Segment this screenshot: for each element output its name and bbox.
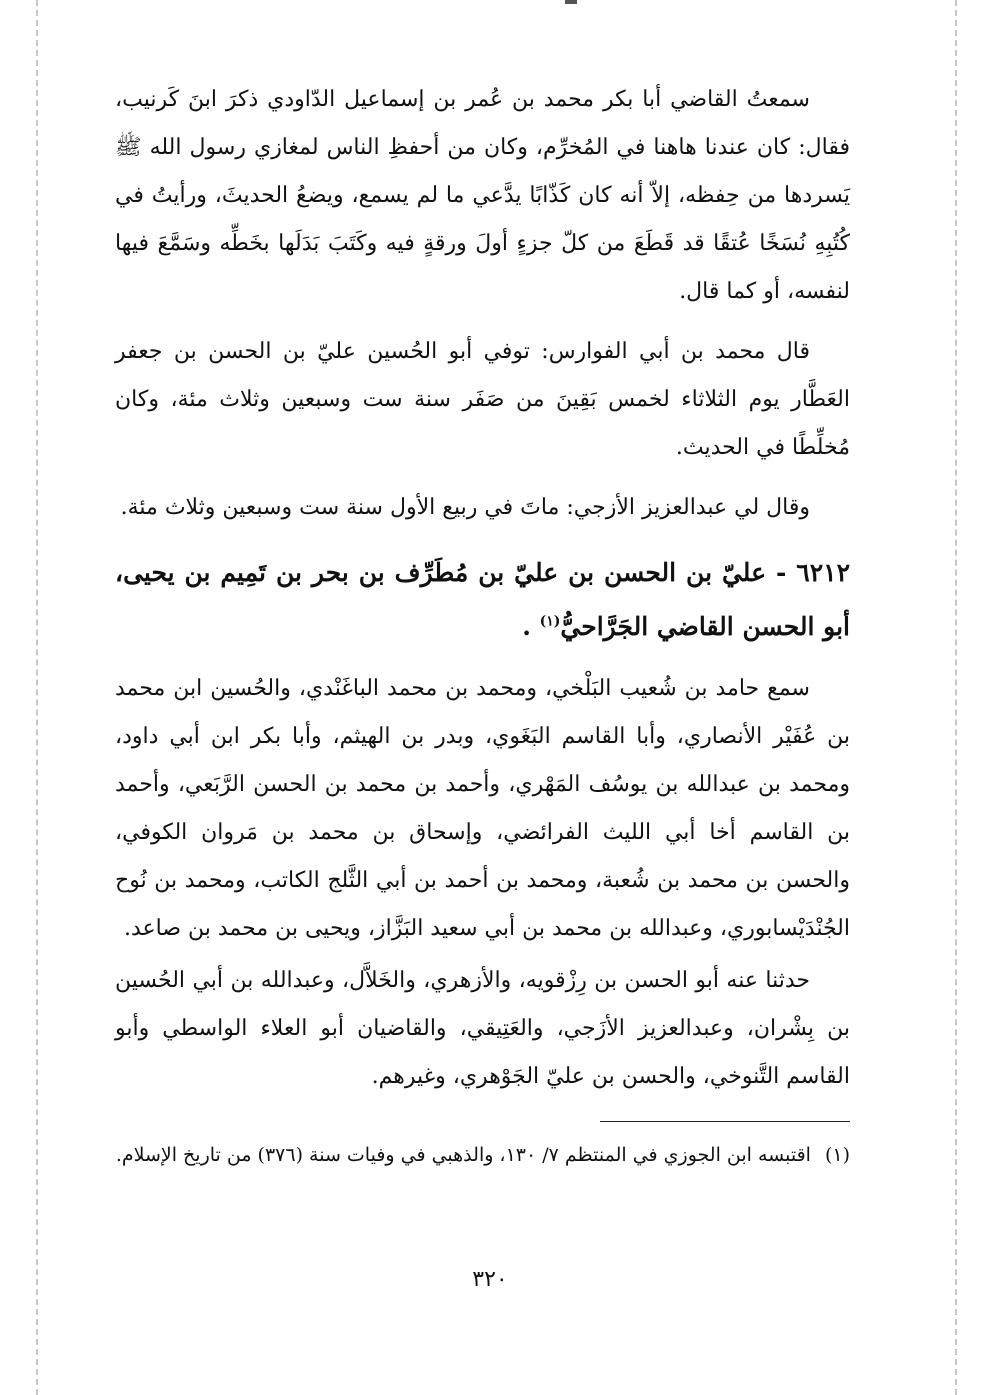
paragraph-dawudi-report: سمعتُ القاضي أبا بكر محمد بن عُمر بن إسماعيل الدّاودي ذكرَ ابنَ كَرنيب، فقال: كان عندنا هاهنا في المُخرِّم، وكان من أحفظِ الناس لمغازي رسول الله ﷺ يَسردها من حِفظه، إلاّ أنه كان كَذّابًا يدَّعي ما لم يسمع، ويضعُ الحديثَ، ورأيتُ في كُتُبِهِ نُسَخًا عُتقًا قد قَطَعَ من كلّ جزءٍ أولَ ورقةٍ فيه وكَتَبَ بَدَلَها بخَطِّه وسَمَّعَ فيها لنفسه، أو كما قال. bbox=[115, 87, 850, 304]
footnote-text: اقتبسه ابن الجوزي في المنتظم ٧/ ١٣٠، والذهبي في وفيات سنة (٣٧٦) من تاريخ الإسلام. bbox=[115, 1144, 811, 1166]
paragraph-teachers: سمع حامد بن شُعيب البَلْخي، ومحمد بن محمد الباغَنْدي، والحُسين ابن محمد بن عُفَيْر الأنصاري، وأبا القاسم البَغَوي، وبدر بن الهيثم، وأبا بكر ابن أبي داود، ومحمد بن عبدالله بن يوسُف المَهْري، وأحمد بن محمد بن الحسن الرَّبَعي، وأحمد بن القاسم أخا أبي الليث الفرائضي، وإسحاق بن محمد بن مَروان الكوفي، والحسن بن محمد بن شُعبة، ومحمد بن أحمد بن أبي الثَّلج الكاتب، ومحمد بن نُوح الجُنْدَيْسابوري، وعبدالله بن محمد بن أبي سعيد البَزَّاز، ويحيى بن محمد بن صاعد. bbox=[115, 676, 850, 941]
scan-edge-left bbox=[36, 0, 38, 1395]
entry-heading-text: ٦٢١٢ - عليّ بن الحسن بن عليّ بن مُطَرِّف بن بحر بن تَمِيم بن يحيى، أبو الحسن القاضي الجَرَّاحيُّ bbox=[115, 558, 850, 641]
paragraph-azji-report: وقال لي عبدالعزيز الأزجي: ماتَ في ربيع الأول سنة ست وسبعين وثلاث مئة. bbox=[120, 495, 810, 520]
footnote bbox=[105, 1133, 850, 1177]
paragraph-death-report: قال محمد بن أبي الفوارس: توفي أبو الحُسين عليّ بن الحسن بن جعفر العَطَّار يوم الثلاثاء لخمس بَقِينَ من صَفَر سنة ست وسبعين وثلاث مئة، وكان مُخلِّطًا في الحديث. bbox=[115, 339, 850, 460]
body-text-top bbox=[115, 76, 850, 532]
entry-heading-end: . bbox=[522, 612, 540, 641]
top-scan-mark bbox=[565, 0, 577, 4]
paragraph-students: حدثنا عنه أبو الحسن بن رِزْقويه، والأزهري، والخَلاَّل، وعبدالله بن أبي الحُسين بن بِشْران، وعبدالعزيز الأزَجي، والعَتِيقي، والقاضيان أبو العلاء الواسطي وأبو القاسم التَّنوخي، والحسن بن عليّ الجَوْهري، وغيرهم. bbox=[115, 968, 850, 1089]
entry-heading bbox=[115, 546, 850, 654]
body-text-bottom bbox=[115, 665, 850, 1101]
footnote-reference[interactable]: (١) bbox=[539, 613, 561, 630]
footnote-divider bbox=[600, 1121, 850, 1122]
footnote-number: (١) bbox=[824, 1144, 850, 1166]
page-number: ٣٢٠ bbox=[472, 1267, 508, 1292]
scan-edge-right bbox=[955, 0, 957, 1395]
